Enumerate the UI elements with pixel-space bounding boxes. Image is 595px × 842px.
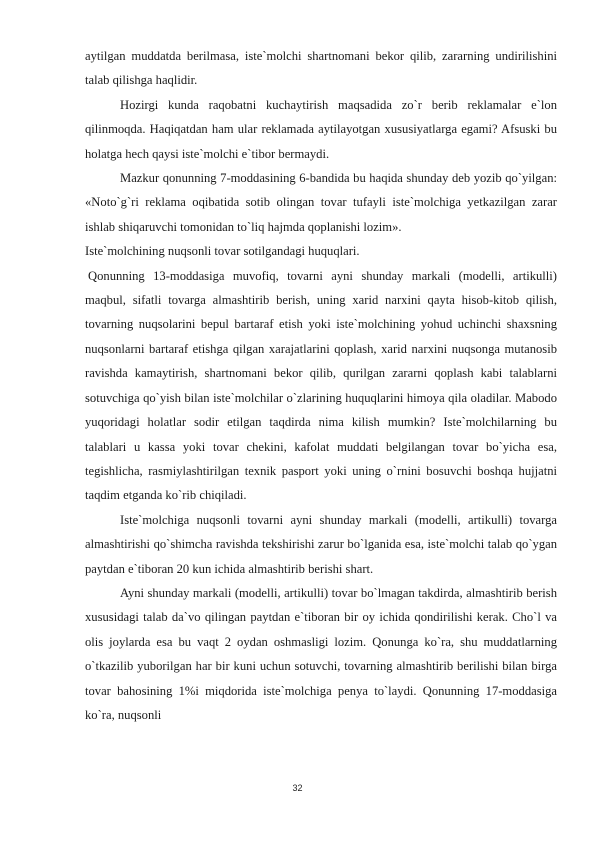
- paragraph-law-article-7: Mazkur qonunning 7-moddasining 6-bandida bu haqida shunday deb yozib qo`yilgan: «Noto`g`ri reklama oqibatida sotib olingan tovar tufayli iste`molchiga yetkazilgan zarar ishlab shiqaruvchi tomonidan to`liq hajmda qoplanishi lozim».: [85, 171, 557, 234]
- paragraph-advertising: Hozirgi kunda raqobatni kuchaytirish maqsadida zo`r berib reklamalar e`lon qilinmoqda. Haqiqatdan ham ular reklamada aytilayotgan xususiyatlarga egami? Afsuski bu holatga hech qaysi iste`molchi e`tibor bermaydi.: [85, 97, 557, 161]
- paragraph-penalty: Ayni shunday markali (modelli, artikulli) tovar bo`lmagan takdirda, almashtirib berish xususidagi talab da`vo qilingan paytdan e`tiboran bir oy ichida qondirilishi kerak. Cho`l va olis joylarda esa bu vaqt 2 oydan oshmasligi lozim. Qonunga ko`ra, shu muddatlarning o`tkazilib yuborilgan har bir kuni uchun sotuvchi, tovarning almashtirib berilishi bilan birga tovar bahosining 1%i miqdorida iste`molchiga penya to`laydi. Qonunning 17-moddasiga ko`ra, nuqsonli: [85, 585, 557, 722]
- paragraph-replacement-term: Iste`molchiga nuqsonli tovarni ayni shunday markali (modelli, artikulli) tovarga almashtirishi qo`shimcha ravishda tekshirishi zarur bo`lganida esa, iste`molchi talab qo`ygan paytdan e`tiboran 20 kun ichida almashtirib berishi shart.: [85, 512, 557, 576]
- paragraph-law-article-13: Qonunning 13-moddasiga muvofiq, tovarni ayni shunday markali (modelli, artikulli) maqbul, sifatli tovarga almashtirib berish, uning xarid narxini qayta hisob-kitob qilish, tovarning nuqsolarini bepul bartaraf etish yoki iste`molchining yohud uchinchi shaxsning nuqsonlarni bartaraf etishga qilgan xarajatlarini qoplash, xarid narxini nuqsonga mutanosib ravishda kamaytirish, shartnomani bekor qilib, qurilgan zararni qoplash kabi talablarni sotuvchiga qo`yish bilan iste`molchilar o`zlarining huquqlarini himoya qila oladilar. Mabodo yuqoridagi holatlar sodir etilgan taqdirda nima kilish mumkin? Iste`molchilarning bu talablari u kassa yoki tovar chekini, kafolat muddati belgilangan tovar bo`yicha esa, tegishlicha, rasmiylashtirilgan texnik pasport yoki uning o`rnini bosuvchi boshqa hujjatni taqdim etganda ko`rib chiqiladi.: [85, 268, 557, 503]
- page-number: 32: [292, 783, 303, 793]
- section-heading: Iste`molchining nuqsonli tovar sotilgandagi huquqlari.: [85, 244, 360, 259]
- paragraph-continuation: aytilgan muddatda berilmasa, iste`molchi shartnomani bekor qilib, zararning undirilishini talab qilishga haqlidir.: [85, 49, 557, 88]
- document-body: [85, 44, 557, 727]
